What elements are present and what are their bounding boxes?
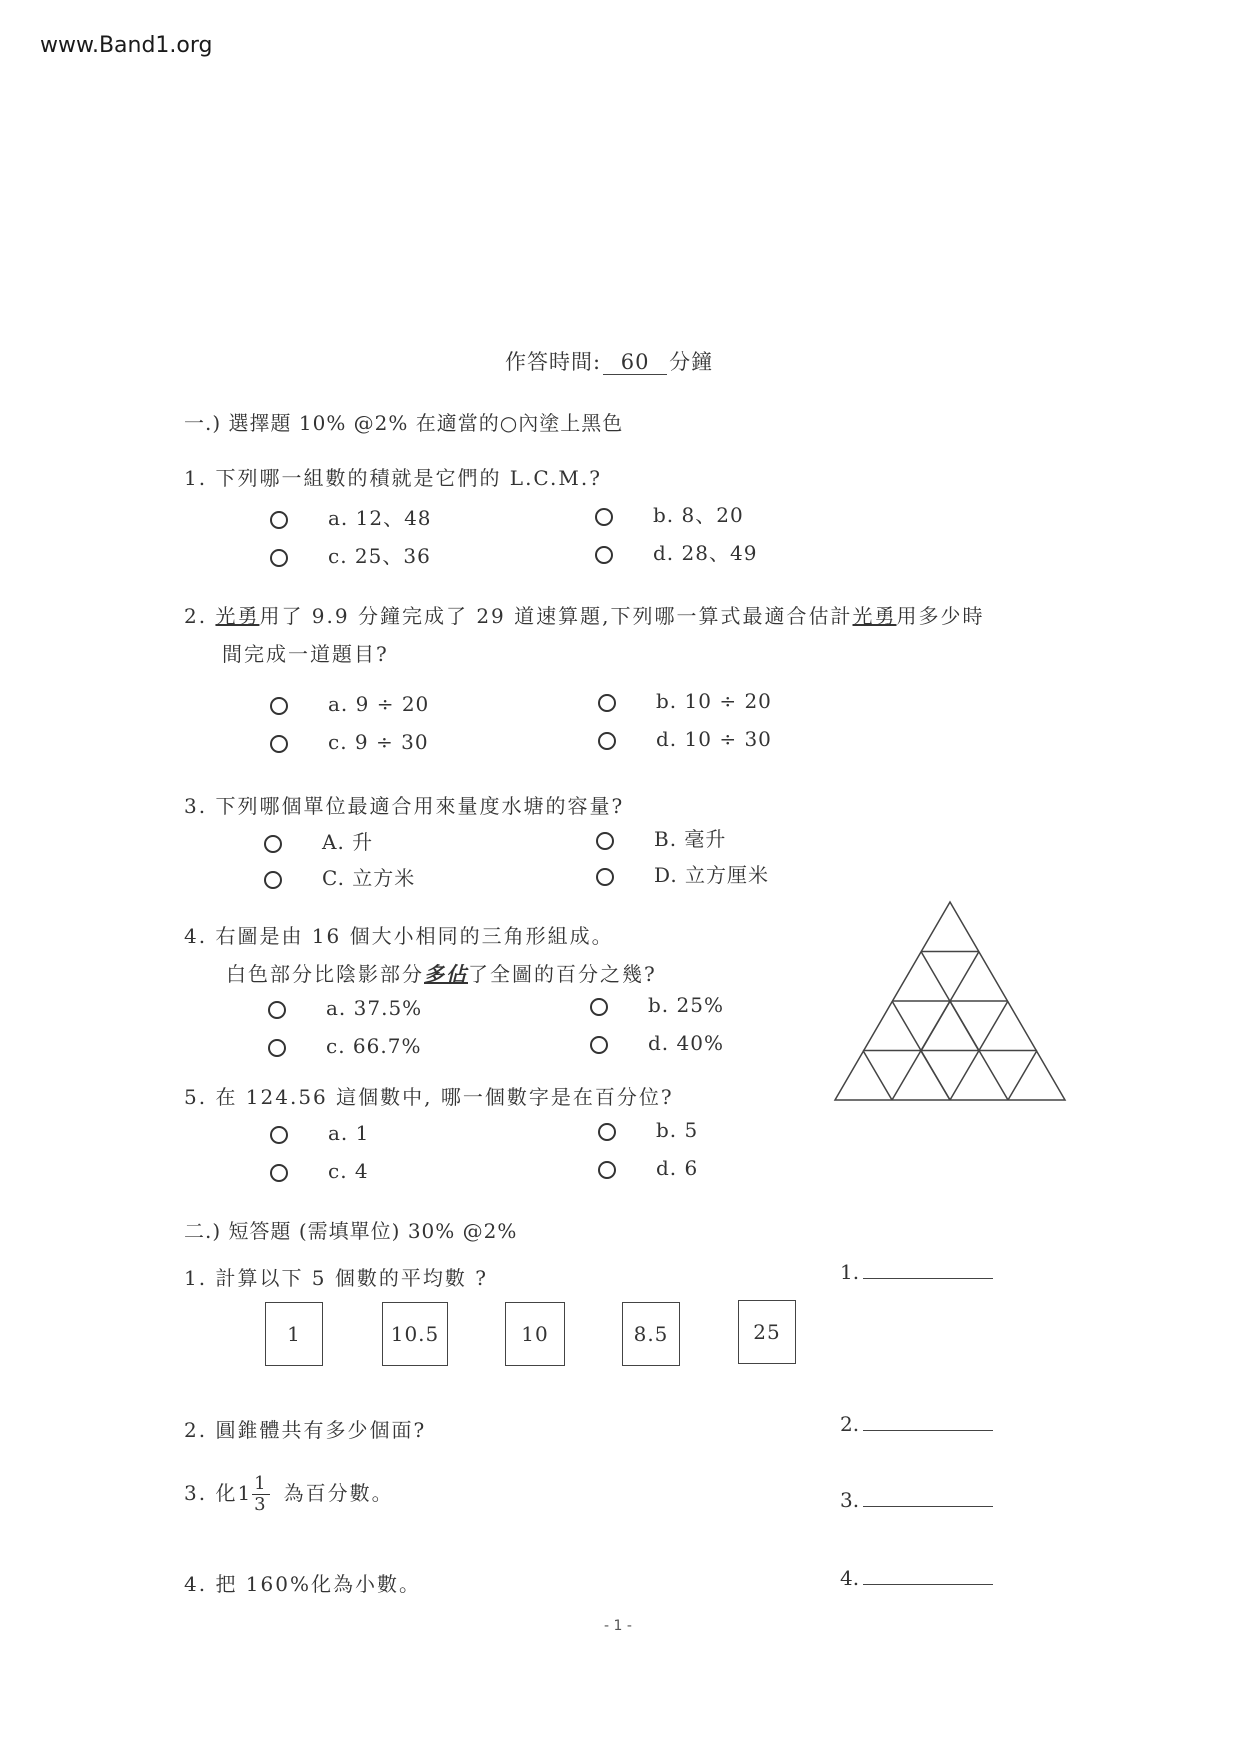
s3-text: 3. 化1 $\frac{1}{3}$ 為百分數。 [184,1473,394,1515]
option-circle-icon[interactable] [270,697,288,715]
q2-option-b[interactable]: b. 10 ÷ 20 [598,689,772,713]
option-circle-icon[interactable] [268,1039,286,1057]
triangle-figure [830,900,1070,1115]
q3-text: 3. 下列哪個單位最適合用來量度水塘的容量? [184,794,625,818]
q5-option-b[interactable]: b. 5 [598,1118,698,1142]
q2-text: 2. 光勇用了 9.9 分鐘完成了 29 道速算題,下列哪一算式最適合估計光勇用多少時 [184,604,985,628]
time-value: 60 [603,350,667,375]
q4-option-d[interactable]: d. 40% [590,1031,724,1055]
time-allowed [505,346,713,376]
q4-option-c[interactable]: c. 66.7% [268,1034,421,1058]
q4-option-a[interactable]: a. 37.5% [268,996,422,1020]
option-circle-icon[interactable] [590,1036,608,1054]
option-circle-icon[interactable] [270,1164,288,1182]
q5-text: 5. 在 124.56 這個數中, 哪一個數字是在百分位? [184,1085,674,1109]
number-box: 10.5 [382,1302,448,1366]
answer-line[interactable] [863,1278,993,1279]
option-circle-icon[interactable] [590,998,608,1016]
q2-text-line2: 間完成一道題目? [222,642,389,666]
number-box: 10 [505,1302,565,1366]
q3-option-c[interactable]: C. 立方米 [264,862,415,891]
q5-option-d[interactable]: d. 6 [598,1156,698,1180]
option-circle-icon[interactable] [264,835,282,853]
q5-option-a[interactable]: a. 1 [270,1121,369,1145]
option-circle-icon[interactable] [596,832,614,850]
answer-line[interactable] [863,1506,993,1507]
option-circle-icon[interactable] [270,549,288,567]
q3-option-a[interactable]: A. 升 [264,826,373,855]
option-circle-icon[interactable] [264,871,282,889]
answer-line[interactable] [863,1430,993,1431]
option-circle-icon[interactable] [598,1161,616,1179]
section-2-title: 二.) 短答題 (需填單位) 30% @2% [184,1219,518,1243]
option-circle-icon[interactable] [598,732,616,750]
q1-option-c[interactable]: c. 25、36 [270,540,431,569]
number-box: 8.5 [622,1302,680,1366]
q3-option-d[interactable]: D. 立方厘米 [596,859,769,888]
option-circle-icon[interactable] [268,1001,286,1019]
s3-answer[interactable]: 3. [840,1488,993,1512]
q2-option-a[interactable]: a. 9 ÷ 20 [270,692,429,716]
q2-option-c[interactable]: c. 9 ÷ 30 [270,730,429,754]
site-url: www.Band1.org [40,33,213,58]
page-number: - 1 - [604,1618,632,1634]
q1-option-d[interactable]: d. 28、49 [595,537,757,566]
option-circle-icon[interactable] [595,546,613,564]
s4-text: 4. 把 160%化為小數。 [184,1572,421,1596]
q1-option-b[interactable]: b. 8、20 [595,499,744,528]
option-circle-icon[interactable] [598,1123,616,1141]
option-circle-icon[interactable] [270,735,288,753]
s1-text: 1. 計算以下 5 個數的平均數 ? [184,1266,488,1290]
option-circle-icon[interactable] [598,694,616,712]
s2-answer[interactable]: 2. [840,1412,993,1436]
q2-option-d[interactable]: d. 10 ÷ 30 [598,727,772,751]
number-box: 25 [738,1300,796,1364]
number-box: 1 [265,1302,323,1366]
option-circle-icon[interactable] [270,1126,288,1144]
section-1-title: 一.) 選擇題 10% @2% 在適當的○內塗上黑色 [184,411,624,435]
q4-text-line2: 白色部分比陰影部分多佔了全圖的百分之幾? [226,962,657,986]
mixed-fraction: $\frac{1}{3}$ [254,1473,268,1515]
time-label: 作答時間: [505,350,602,374]
answer-line[interactable] [863,1584,993,1585]
s1-answer[interactable]: 1. [840,1260,993,1284]
q5-option-c[interactable]: c. 4 [270,1159,369,1183]
q4-text: 4. 右圖是由 16 個大小相同的三角形組成。 [184,924,614,948]
option-circle-icon[interactable] [270,511,288,529]
q4-option-b[interactable]: b. 25% [590,993,724,1017]
q1-option-a[interactable]: a. 12、48 [270,502,432,531]
option-circle-icon[interactable] [595,508,613,526]
option-circle-icon[interactable] [596,868,614,886]
s2-text: 2. 圓錐體共有多少個面? [184,1418,427,1442]
time-unit: 分鐘 [669,350,714,374]
q3-option-b[interactable]: B. 毫升 [596,823,726,852]
s4-answer[interactable]: 4. [840,1566,993,1590]
q1-text: 1. 下列哪一組數的積就是它們的 L.C.M.? [184,466,602,490]
